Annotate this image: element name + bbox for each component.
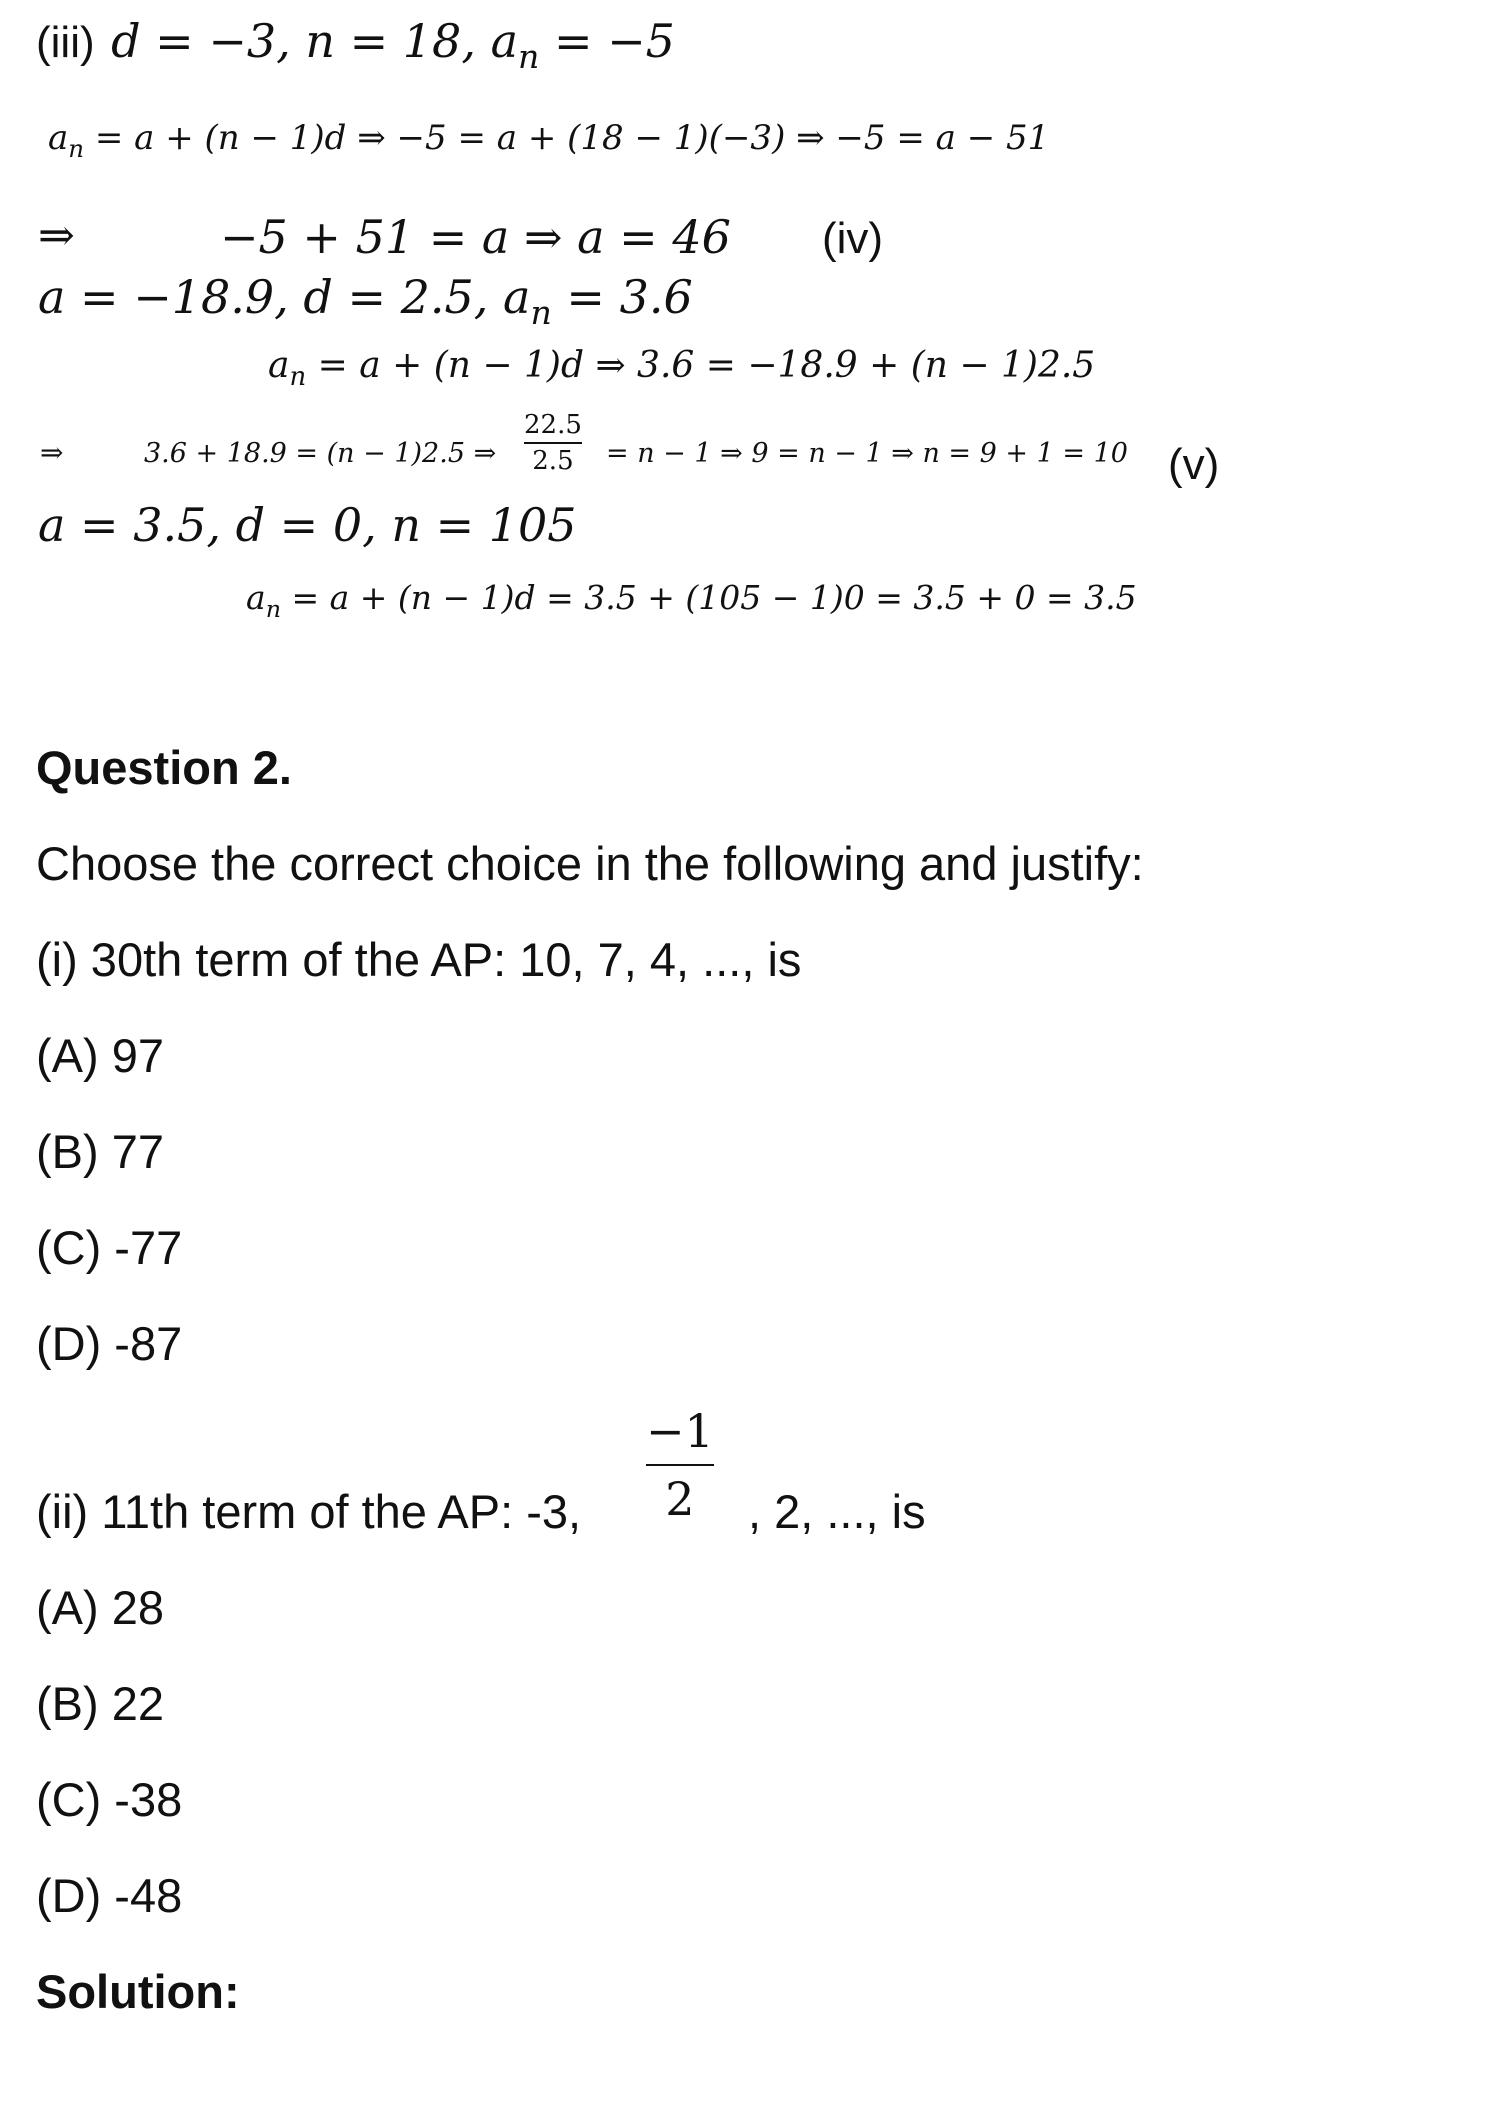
part-i-prompt: (i) 30th term of the AP: 10, 7, 4, ..., is — [36, 933, 802, 986]
part-ii-option-c: (C) -38 — [36, 1773, 183, 1826]
part-v-given-line: a = 3.5, d = 0, n = 105 — [38, 498, 577, 552]
part-i-option-c: (C) -77 — [36, 1221, 183, 1274]
part-iv-label: (iv) — [822, 214, 884, 263]
implies-arrow: ⇒ — [40, 436, 64, 469]
part-v-label: (v) — [1168, 440, 1220, 489]
part-iii-label: (iii) — [36, 18, 95, 67]
part-ii-prompt: (ii) 11th term of the AP: -3, −1 2 , 2, ..., is — [36, 1404, 926, 1538]
part-i-option-d: (D) -87 — [36, 1317, 183, 1370]
part-i-option-a: (A) 97 — [36, 1029, 164, 1082]
part-iv-given-line: a = −18.9, d = 2.5, $a_n = 3.6$ — [38, 270, 693, 332]
question-2-heading: Question 2. — [36, 741, 292, 794]
part-iv-step-1: $a_n = a + (n - 1)d$ ⇒ 3.6 = −18.9 + (n − 1)2.5 — [268, 345, 1096, 393]
fraction-minus-1-over-2: −1 2 — [646, 1404, 714, 1526]
part-v-step-1: $a_n = a + (n - 1)d = 3.5 + (105 - 1)0 = 3.5 + 0 = 3.5$ — [246, 578, 1137, 623]
part-iii-result: −5 + 51 = a ⇒ a = 46 — [220, 210, 731, 264]
part-ii-option-b: (B) 22 — [36, 1677, 164, 1730]
part-iii-given-line — [36, 14, 675, 74]
part-iii-given: d = −3, n = 18, $a_n = -5$ — [111, 14, 675, 76]
part-ii-option-d: (D) -48 — [36, 1869, 183, 1922]
fraction-22.5-over-2.5: 22.5 2.5 — [524, 410, 582, 476]
solution-heading: Solution: — [36, 1965, 240, 2018]
part-i-option-b: (B) 77 — [36, 1125, 164, 1178]
question-2-instruction: Choose the correct choice in the following and justify: — [36, 837, 1144, 890]
part-iii-step-1: $a_n = a + (n - 1)d$ ⇒ −5 = a + (18 − 1)(−3) ⇒ −5 = a − 51 — [48, 118, 1050, 163]
part-iii-step-2 — [38, 210, 884, 264]
implies-arrow: ⇒ — [38, 210, 75, 261]
part-ii-option-a: (A) 28 — [36, 1581, 164, 1634]
